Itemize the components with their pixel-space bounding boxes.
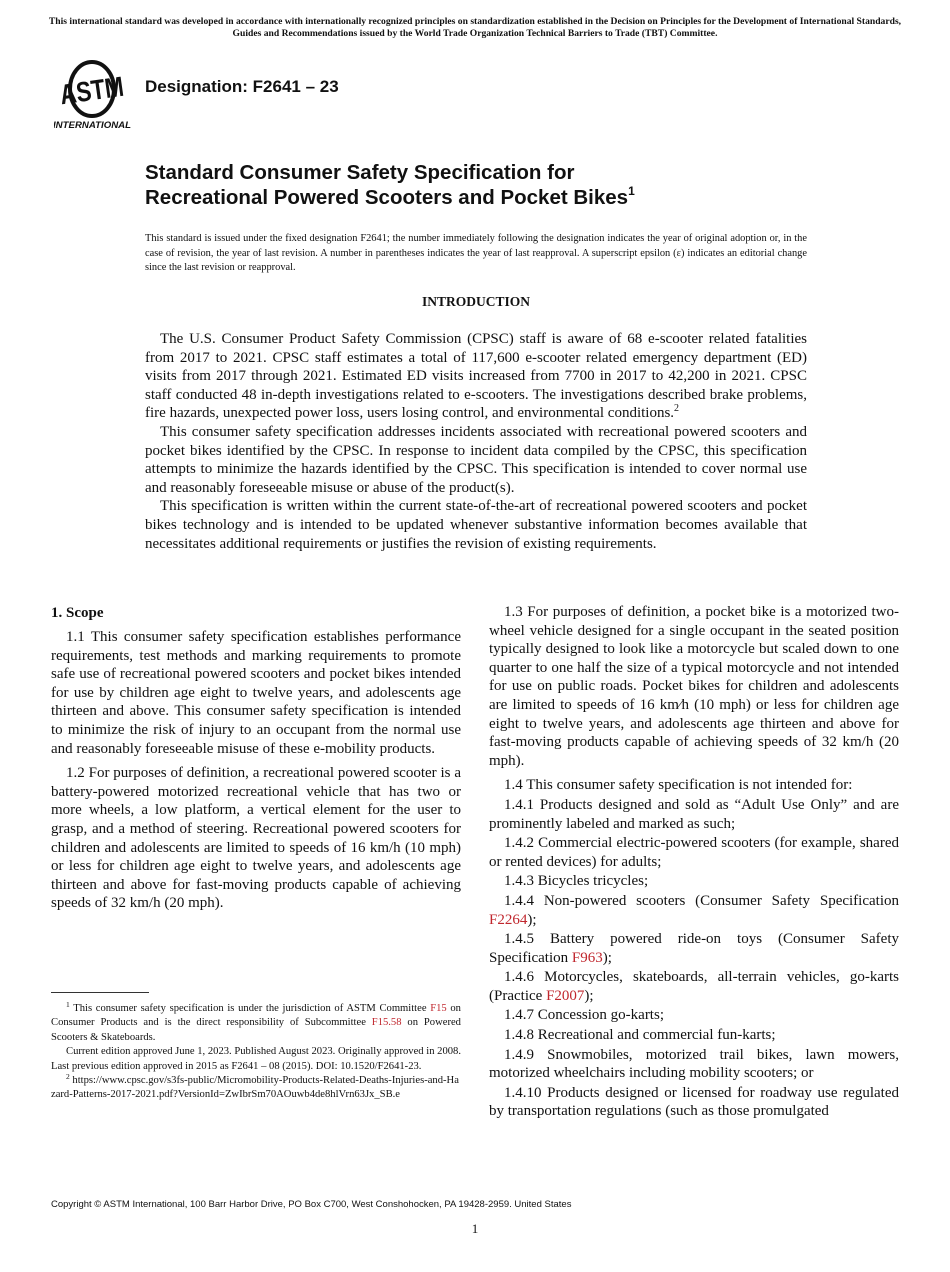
logo-international: INTERNATIONAL — [54, 120, 131, 130]
f963-link[interactable]: F963 — [571, 949, 603, 966]
section-1-2: 1.2 For purposes of definition, a recreational powered scooter is a battery-powered motorized recreational vehicle that has two or more wheels, a low platform, a vertical element for the user to grasp, and a method of steering. Recreational powered scooters for children and adolescents are limited to speeds of 16 km/h (10 mph) or less for children age eight to twelve years, and adolescents age thirteen and above for fast-moving products capable of achieving speeds of 32 km/h (20 mph). — [51, 765, 461, 912]
section-1-4-6 — [489, 968, 899, 1005]
title-line-1: Standard Consumer Safety Specification for — [145, 161, 575, 184]
intro-paragraph-3: This specification is written within the current state-of-the-art of recreational powered scooters and pocket bikes technology and is intended to be updated whenever substantive information becomes available that necessitates additional requirements or justifies the revision of existing requirements. — [145, 498, 807, 552]
intro-paragraph-1 — [145, 330, 807, 423]
footnote-divider — [51, 992, 149, 993]
footnote-1-edition: Current edition approved June 1, 2023. Published August 2023. Originally approved in 2008. Last previous edition approved in 2015 as F2641 – 08 (2015). DOI: 10.1520/F2641-23. — [51, 1046, 461, 1072]
left-column — [51, 603, 461, 919]
title-line-2 — [145, 185, 845, 210]
astm-logo-icon — [54, 56, 134, 130]
section-1-4-5 — [489, 930, 899, 967]
footnote-1 — [51, 1002, 461, 1045]
section-1-4-1: 1.4.1 Products designed and sold as “Adult Use Only” and are prominently labeled and marked as such; — [489, 796, 899, 832]
section-1-4-2: 1.4.2 Commercial electric-powered scooters (for example, shared or rented devices) for adults; — [489, 835, 899, 870]
right-column — [489, 603, 899, 1122]
section-1-4-8: 1.4.8 Recreational and commercial fun-karts; — [504, 1027, 776, 1044]
section-1-4-5-close: ); — [602, 949, 612, 966]
section-1-1: 1.1 This consumer safety specification establishes performance requirements, test methods and marking requirements to promote safe use of recreational powered scooters and pocket bikes intended for use by children age eight to twelve years, and adolescents age thirteen and above. This consumer safety specification is intended to minimize the risk of injury to an occupant from the normal use and reasonably foreseeable misuse of these e-mobility products. — [51, 629, 461, 757]
footnote-1-text: This consumer safety specification is under the jurisdiction of ASTM Committee — [73, 1003, 431, 1014]
section-1-4-4-text: 1.4.4 Non-powered scooters (Consumer Safety Specification — [504, 892, 899, 909]
designation: Designation: F2641 – 23 — [145, 77, 339, 96]
intro-footnote-mark: 2 — [674, 403, 680, 415]
title-footnote-mark: 1 — [628, 184, 635, 198]
section-1-4-6-text: 1.4.6 Motorcycles, skateboards, all-terrain vehicles, go-karts (Practice — [489, 969, 899, 1004]
copyright: Copyright © ASTM International, 100 Barr Harbor Drive, PO Box C700, West Conshohocken, PA 19428-2959. United States — [51, 1199, 572, 1210]
logo-letters: ASTM — [57, 68, 134, 111]
issue-note: This standard is issued under the fixed designation F2641; the number immediately following the designation indicates the year of original adoption or, in the case of revision, the year of last revision. A number in parentheses indicates the year of last reapproval. A superscript epsilon (ε) indicates an editorial change since the last revision or reapproval. — [145, 233, 807, 273]
f2007-link[interactable]: F2007 — [546, 987, 585, 1004]
introduction — [145, 330, 807, 553]
section-1-3: 1.3 For purposes of definition, a pocket bike is a motorized two-wheel vehicle designed for a single occupant in the seated position typically designed to look like a motorcycle but scaled down to one quarter to one half the size of a typical motorcycle and not intended for use on public roads. Pocket bikes for children and adolescents are limited to speeds of 16 km⁄h (10 mph) or less for children age eight to twelve years, and adolescents age thirteen and above for fast-moving products capable of achieving speeds of 32 km/h (20 mph). — [489, 604, 899, 769]
section-1-4-4-close: ); — [527, 911, 537, 928]
astm-logo — [54, 56, 134, 130]
scope-heading: 1. Scope — [51, 605, 104, 621]
section-1-4-7: 1.4.7 Concession go-karts; — [504, 1007, 664, 1024]
f15-link[interactable]: F15 — [430, 1003, 447, 1014]
section-1-4-4 — [489, 892, 899, 929]
footnote-2-mark: 2 — [66, 1072, 70, 1082]
intro-paragraph-1-text: The U.S. Consumer Product Safety Commission (CPSC) staff is aware of 68 e-scooter related fatalities from 2017 to 2021. CPSC staff estimates a total of 117,600 e-scooter related emergency department (ED) visits from 2017 through 2021. Estimated ED visits increased from 7700 in 2017 to 42,200 in 2021. CPSC staff conducted 48 in-depth investigations related to e-scooters. The investigations described brake problems, fire hazards, unexpected power loss, users losing control, and environmental conditions. — [145, 331, 807, 422]
footnotes — [51, 1002, 461, 1103]
title-line-2-text: Recreational Powered Scooters and Pocket Bikes — [145, 186, 629, 209]
standards-notice: This international standard was developed in accordance with internationally recognized principles on standardization established in the Decision on Principles for the Development of International Standards, Guides and Recommendations issued by the World Trade Organization Technical Barriers to Trade (TBT) Committee. — [48, 16, 902, 39]
footnote-2-url: https://www.cpsc.gov/s3fs-public/Micromobility-Products-Related-Deaths-Injuries-and-Hazard-Patterns-2017-2021.pdf?VersionId=ZwIbrSm70AOuwb4de8hlVrn63Jx_SB.e — [51, 1075, 459, 1101]
section-1-4: 1.4 This consumer safety specification is not intended for: — [504, 777, 853, 794]
intro-paragraph-2: This consumer safety specification addresses incidents associated with recreational powered scooters and pocket bikes identified by the CPSC. In response to incident data compiled by the CPSC, this specification attempts to minimize the hazards identified by the CPSC. This specification is intended to cover normal use and reasonably foreseeable misuse or abuse of the product(s). — [145, 423, 807, 496]
section-1-4-5-text: 1.4.5 Battery powered ride-on toys (Consumer Safety Specification — [489, 931, 899, 966]
footnote-2 — [51, 1074, 461, 1103]
footnote-1-mark: 1 — [66, 1000, 70, 1009]
introduction-heading: INTRODUCTION — [421, 294, 530, 309]
document-title — [145, 160, 845, 210]
section-1-4-3: 1.4.3 Bicycles tricycles; — [504, 873, 649, 890]
section-1-4-9: 1.4.9 Snowmobiles, motorized trail bikes, lawn mowers, motorized wheelchairs including mobility scooters; or — [489, 1046, 899, 1082]
footnote-1-mid: on Consumer Products and is the direct responsibility of Subcommittee — [51, 1003, 461, 1029]
footnote-1-end: on Powered Scooters & Skateboards. — [51, 1017, 461, 1043]
page-number: 1 — [471, 1221, 479, 1236]
section-1-4-10: 1.4.10 Products designed or licensed for roadway use regulated by transportation regulations (such as those promulgated — [489, 1084, 899, 1120]
f15-58-link[interactable]: F15.58 — [371, 1017, 402, 1029]
section-1-4-6-close: ); — [584, 987, 594, 1004]
f2264-link[interactable]: F2264 — [489, 911, 528, 928]
